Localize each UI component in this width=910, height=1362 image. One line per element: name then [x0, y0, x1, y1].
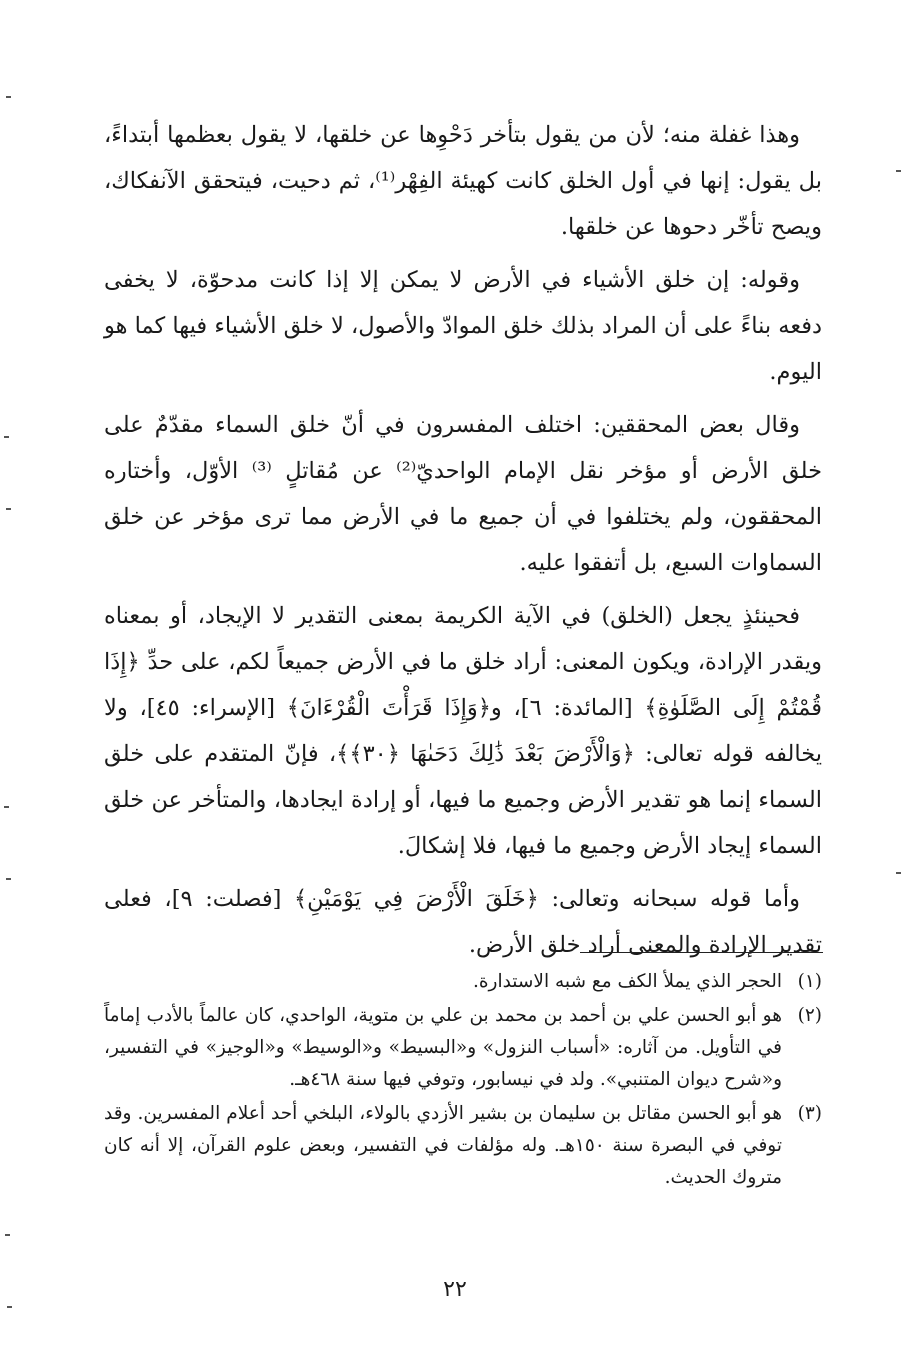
footnote-text: هو أبو الحسن مقاتل بن سليمان بن بشير الأزدي بالولاء، البلخي أحد أعلام المفسرين. وقد توفي في البصرة سنة ١٥٠هـ. وله مؤلفات في التفسير، وبعض علوم القرآن، إلا أنه كان متروك الحديث. [104, 1103, 782, 1188]
paragraph: فحينئذٍ يجعل (الخلق) في الآية الكريمة بمعنى التقدير لا الإيجاد، أو بمعناه ويقدر الإرادة، ويكون المعنى: أراد خلق ما في الأرض جميعاً لكم، على حدِّ ﴿إِذَا قُمْتُمْ إِلَى الصَّلَوٰةِ﴾ [المائدة: ٦]، و﴿وَإِذَا قَرَأْتَ الْقُرْءَانَ﴾ [الإسراء: ٤٥]، ولا يخالفه قوله تعالى: ﴿وَالْأَرْضَ بَعْدَ ذَٰلِكَ دَحَىٰهَا ﴿٣٠﴾﴾، فإنّ المتقدم على خلق السماء إنما هو تقدير الأرض وجميع ما فيها، أو إرادة ايجادها، والمتأخر عن خلق السماء إيجاد الأرض وجميع ما فيها، فلا إشكالَ. [104, 603, 822, 859]
footnote-item [104, 966, 822, 998]
scan-mark [4, 806, 9, 808]
scan-mark [6, 878, 11, 880]
scan-mark [5, 1234, 10, 1236]
footnote-divider [580, 952, 823, 953]
footnotes [104, 966, 822, 1196]
paragraph: وأما قوله سبحانه وتعالى: ﴿خَلَقَ الْأَرْضَ فِي يَوْمَيْنِ﴾ [فصلت: ٩]، فعلى تقدير الإرادة والمعنى أراد خلق الأرض. [104, 886, 822, 958]
paragraph: وقال بعض المحققين: اختلف المفسرون في أنّ خلق السماء مقدّمٌ على خلق الأرض أو مؤخر نقل الإمام الواحديّ⁽²⁾ عن مُقاتلٍ ⁽³⁾ الأوّل، وأختاره المحققون، ولم يختلفوا في أن جميع ما في الأرض مما ترى مؤخر عن خلق السماوات السبع، بل أتفقوا عليه. [104, 412, 822, 576]
footnote-number: (١) [797, 971, 822, 992]
scan-mark [6, 96, 11, 98]
footnote-number: (٢) [797, 1005, 822, 1026]
scan-mark [896, 872, 901, 874]
scan-mark [6, 508, 11, 510]
footnote-text: هو أبو الحسن علي بن أحمد بن محمد بن علي بن متوية، الواحدي، كان عالماً بالأدب إماماً في التأويل. من آثاره: «أسباب النزول» و«البسيط» و«الوسيط» و«الوجيز» في التفسير، و«شرح ديوان المتنبي». ولد في نيسابور، وتوفي فيها سنة ٤٦٨هـ. [104, 1005, 782, 1090]
footnote-item [104, 1098, 822, 1194]
paragraph: وقوله: إن خلق الأشياء في الأرض لا يمكن إلا إذا كانت مدحوّة، لا يخفى دفعه بناءً على أن المراد بذلك خلق الموادّ والأصول، لا خلق الأشياء فيها كما هو اليوم. [104, 267, 822, 385]
scan-mark [7, 1306, 12, 1308]
footnote-number: (٣) [797, 1103, 822, 1124]
paragraph: وهذا غفلة منه؛ لأن من يقول بتأخر دَحْوِها عن خلقها، لا يقول بعظمها أبتداءً، بل يقول: إنها في أول الخلق كانت كهيئة الفِهْر⁽¹⁾، ثم دحيت، فيتحقق الآنفكاك، ويصح تأخّر دحوها عن خلقها. [104, 122, 822, 240]
footnote-text: الحجر الذي يملأ الكف مع شبه الاستدارة. [472, 971, 782, 992]
scan-mark [4, 436, 9, 438]
footnote-item [104, 1000, 822, 1096]
scan-mark [896, 170, 901, 172]
page-number: ٢٢ [443, 1277, 467, 1302]
main-text [104, 112, 822, 975]
